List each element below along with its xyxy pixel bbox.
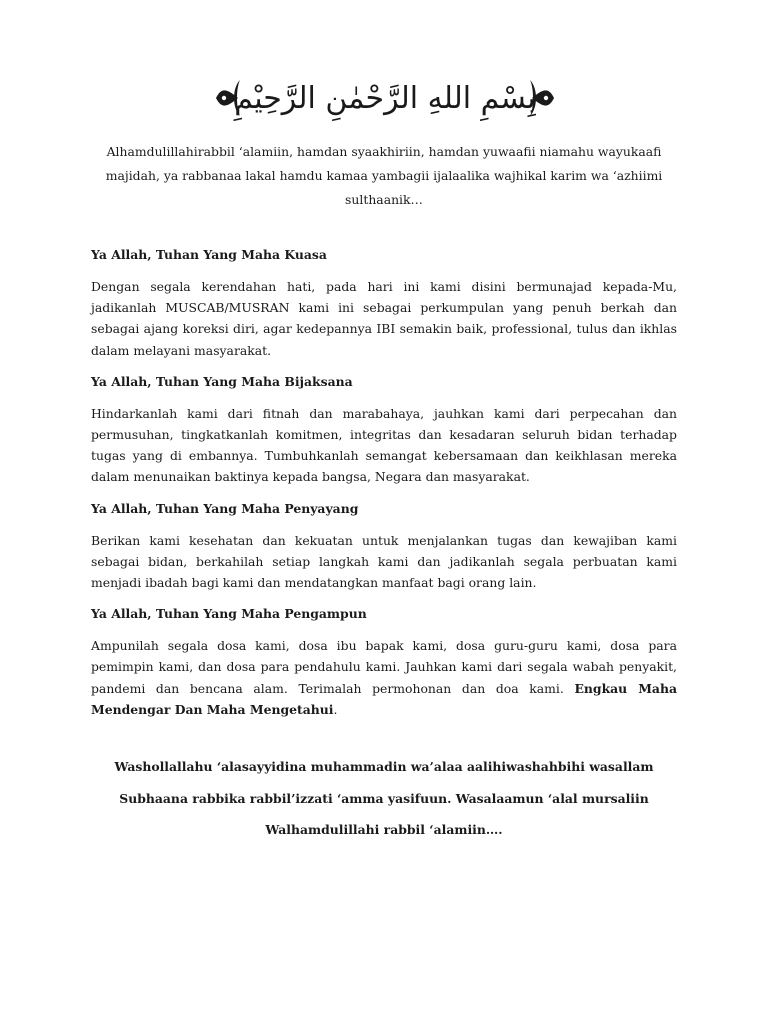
opening-praise: Alhamdulillahirabbil ‘alamiin, hamdan syaakhiriin, hamdan yuwaafii niamahu wayukaafi majidah, ya rabbanaa lakal hamdu kamaa yambagii ijalaalika wajhikal karim wa ‘azhiimi sulthaanik… xyxy=(105,144,663,207)
closing-hamdalah: Walhamdulillahi rabbil ‘alamiin…. xyxy=(265,822,503,837)
section-body-maha-bijaksana: Hindarkanlah kami dari fitnah dan marabahaya, jauhkan kami dari perpecahan dan permusuhan, tingkatkanlah komitmen, integritas dan kesadaran seluruh bidan terhadap tugas yang di embannya. Tumbuhkanlah semangat kebersamaan dan keikhlasan mereka dalam menunaikan baktinya kepada bangsa, Negara dan masyarakat. xyxy=(91,405,677,485)
section-body-period: . xyxy=(333,701,338,717)
section-body-maha-penyayang: Berikan kami kesehatan dan kekuatan untuk menjalankan tugas dan kewajiban kami sebagai bidan, berkahilah setiap langkah kami dan jadikanlah segala perbuatan kami menjadi ibadah bagi kami dan mendatangkan manfaat bagi orang lain. xyxy=(91,532,677,591)
section-body-maha-pengampun xyxy=(91,635,677,720)
section-heading-maha-penyayang: Ya Allah, Tuhan Yang Maha Penyayang xyxy=(91,500,359,516)
section-body-maha-kuasa: Dengan segala kerendahan hati, pada hari ini kami disini bermunajad kepada-Mu, jadikanlah MUSCAB/MUSRAN kami ini sebagai perkumpulan yang penuh berkah dan sebagai ajang koreksi diri, agar kedepannya IBI semakin baik, professional, tulus dan ikhlas dalam melayani masyarakat. xyxy=(91,279,677,358)
section-heading-maha-bijaksana: Ya Allah, Tuhan Yang Maha Bijaksana xyxy=(91,373,353,389)
prayer-sections xyxy=(91,244,677,730)
basmalah-calligraphy xyxy=(210,68,560,128)
section-body-text: Ampunilah segala dosa kami, dosa ibu bapak kami, dosa guru-guru kami, dosa para pemimpin kami, dan dosa para pendahulu kami. Jauhkan kami dari segala wabah penyakit, pandemi dan bencana alam. Terimalah permohonan dan doa kami. xyxy=(91,638,677,696)
section-heading-maha-kuasa: Ya Allah, Tuhan Yang Maha Kuasa xyxy=(91,247,327,262)
section-heading-maha-pengampun: Ya Allah, Tuhan Yang Maha Pengampun xyxy=(91,606,367,622)
section-body-emphasis: Engkau Maha Mendengar Dan Maha Mengetahui xyxy=(91,680,677,717)
basmalah-text: بِسْمِ اللهِ الرَّحْمٰنِ الرَّحِيْمِ xyxy=(234,81,536,116)
basmalah-ornament-icon xyxy=(210,68,560,128)
closing-salawat: Washollallahu ‘alasayyidina muhammadin wa’alaa aalihiwashahbihi wasallam xyxy=(114,759,654,774)
closing-tasbih: Subhaana rabbika rabbil’izzati ‘amma yasifuun. Wasalaamun ‘alal mursaliin xyxy=(119,791,649,806)
